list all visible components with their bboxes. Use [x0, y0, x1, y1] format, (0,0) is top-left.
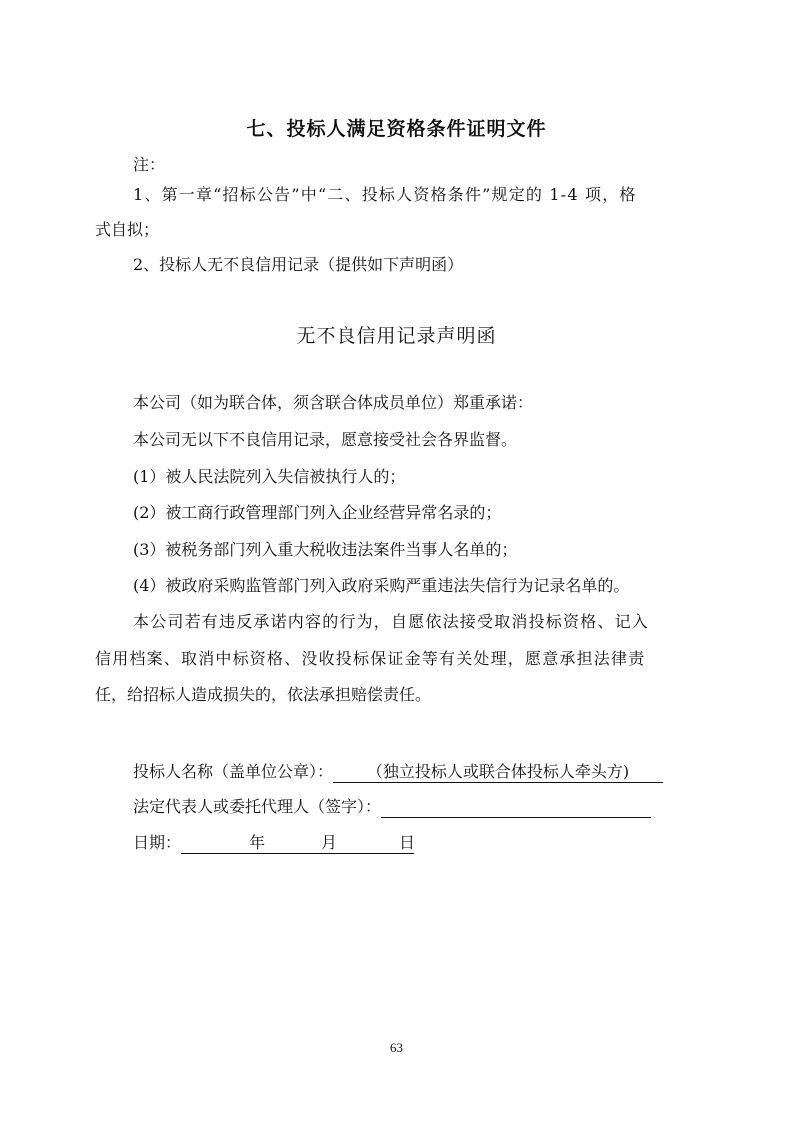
date-day-unit: 日	[399, 833, 416, 852]
date-label: 日期：	[133, 833, 182, 852]
representative-label: 法定代表人或委托代理人（签字）：	[133, 797, 382, 816]
page-number: 63	[390, 1040, 403, 1055]
declaration-closing-line-1: 本公司若有违反承诺内容的行为，自愿依法接受取消投标资格、记入	[133, 612, 650, 631]
declaration-item-4: (4）被政府采购监管部门列入政府采购严重违法失信行为记录名单的。	[133, 576, 630, 595]
declaration-title: 无不良信用记录声明函	[296, 325, 497, 347]
section-title: 七、投标人满足资格条件证明文件	[246, 118, 547, 140]
bidder-name-row	[133, 762, 663, 783]
date-month-unit: 月	[321, 833, 338, 852]
declaration-paragraph-2: 本公司无以下不良信用记录，愿意接受社会各界监督。	[133, 430, 518, 449]
date-field[interactable]	[181, 833, 414, 854]
declaration-paragraph-1: 本公司（如为联合体，须含联合体成员单位）郑重承诺：	[133, 393, 534, 412]
date-row	[133, 833, 414, 854]
declaration-closing-line-3: 任，给招标人造成损失的，依法承担赔偿责任。	[95, 685, 432, 704]
declaration-closing-line-2: 信用档案、取消中标资格、没收投标保证金等有关处理，愿意承担法律责	[95, 649, 646, 668]
bidder-name-label: 投标人名称（盖单位公章）：	[133, 762, 334, 781]
note-item-2: 2、投标人无不良信用记录（提供如下声明函）	[133, 255, 464, 274]
bidder-name-field[interactable]: （独立投标人或联合体投标人牵头方)	[333, 762, 663, 783]
date-year-unit: 年	[249, 833, 266, 852]
declaration-item-3: (3）被税务部门列入重大税收违法案件当事人名单的；	[133, 540, 518, 559]
declaration-item-2: (2）被工商行政管理部门列入企业经营异常名录的；	[133, 503, 502, 522]
representative-row	[133, 797, 651, 818]
note-item-1-line-2: 式自拟；	[95, 220, 160, 239]
representative-signature-field[interactable]	[381, 797, 651, 818]
declaration-item-1: (1）被人民法院列入失信被执行人的；	[133, 467, 406, 486]
note-item-1-line-1: 1、第一章“招标公告”中“二、投标人资格条件”规定的 1-4 项，格	[133, 185, 637, 204]
notes-label: 注：	[133, 155, 166, 174]
